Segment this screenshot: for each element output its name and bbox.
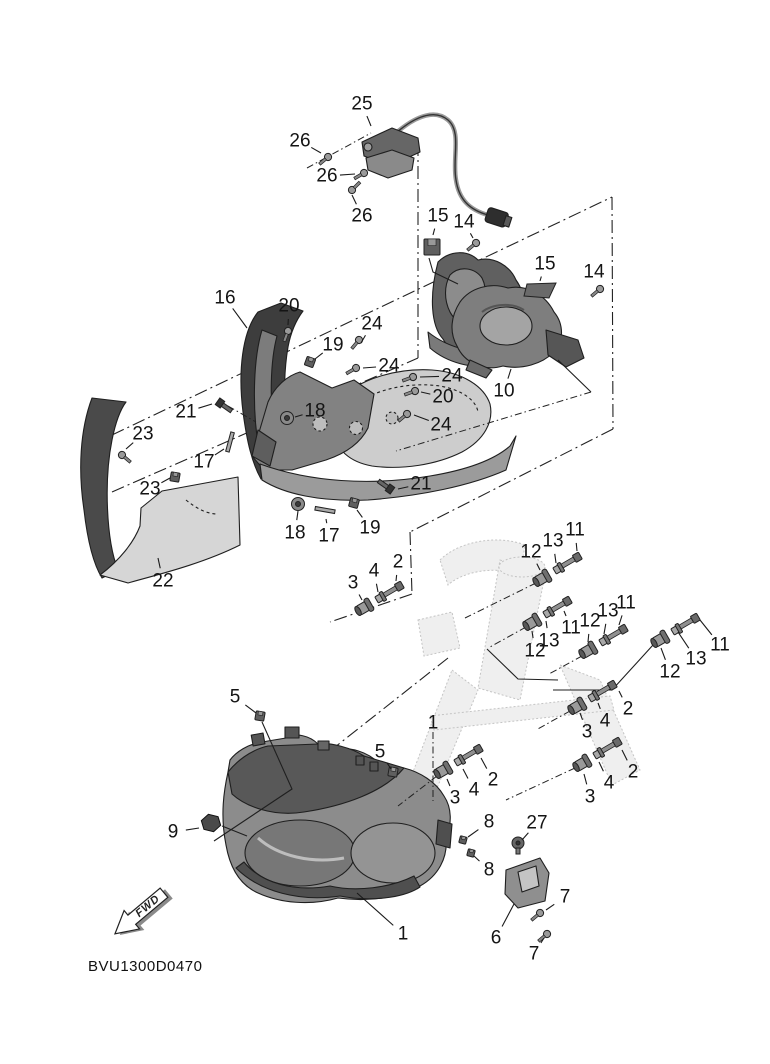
callout-8: 8 xyxy=(483,811,495,833)
callout-2: 2 xyxy=(627,761,639,783)
part-6-bracket xyxy=(505,858,549,908)
part-1-tab xyxy=(251,733,265,746)
part-15-pad xyxy=(524,283,556,298)
callout-18: 18 xyxy=(284,522,306,544)
part-19-clip xyxy=(304,356,316,368)
callout-leader-12 xyxy=(661,648,665,660)
part-11-bolt xyxy=(678,613,700,630)
callout-leader-4 xyxy=(376,584,378,592)
section-frame-lines xyxy=(112,143,613,788)
part-24-screw xyxy=(349,335,364,351)
part-26-screw xyxy=(353,168,369,182)
part-1-lens-housing-right xyxy=(351,823,435,883)
part-1-post xyxy=(356,756,364,765)
callout-12: 12 xyxy=(659,661,681,683)
stay-hole xyxy=(350,422,363,435)
part-9-cap xyxy=(201,814,220,831)
part-10-headlight-unit xyxy=(452,286,584,378)
callout-leader-4 xyxy=(463,769,468,778)
callout-19: 19 xyxy=(359,517,381,539)
callout-leader-11 xyxy=(700,620,712,635)
callout-20: 20 xyxy=(432,386,454,408)
callout-12: 12 xyxy=(579,610,601,632)
callout-leader-21 xyxy=(198,404,212,408)
callout-1: 1 xyxy=(427,712,439,734)
part-15-clip xyxy=(424,239,440,255)
part-1-side-bracket xyxy=(436,820,452,848)
callout-leader-8 xyxy=(474,856,479,861)
part-7-screw xyxy=(536,929,552,944)
callout-11: 11 xyxy=(616,592,636,614)
callout-22: 22 xyxy=(152,570,174,592)
callout-24: 24 xyxy=(430,414,452,436)
part-24-screw xyxy=(345,363,361,377)
callout-25: 25 xyxy=(351,93,373,115)
callout-leader-2 xyxy=(396,575,397,581)
fwd-arrow xyxy=(107,882,176,947)
callout-10: 10 xyxy=(493,380,515,402)
callout-12: 12 xyxy=(520,541,542,563)
callout-4: 4 xyxy=(368,560,380,582)
callout-19: 19 xyxy=(322,334,344,356)
callout-21: 21 xyxy=(175,401,197,423)
part-11-bolt xyxy=(550,596,572,613)
part-5-clip xyxy=(255,711,265,721)
callout-leader-13 xyxy=(678,632,689,648)
callout-5: 5 xyxy=(374,741,386,763)
callout-7: 7 xyxy=(559,886,571,908)
callout-leader-16 xyxy=(233,308,247,328)
callout-23: 23 xyxy=(139,478,161,500)
part-10-bracket xyxy=(546,330,584,367)
callout-13: 13 xyxy=(597,600,619,622)
callout-leader-3 xyxy=(584,774,587,784)
callout-13: 13 xyxy=(685,648,707,670)
callout-26: 26 xyxy=(316,165,338,187)
ghost-chassis xyxy=(408,540,640,800)
callout-4: 4 xyxy=(468,779,480,801)
part-18-grommet xyxy=(281,412,294,425)
callout-26: 26 xyxy=(351,205,373,227)
callout-leader-13 xyxy=(546,621,547,628)
axis-line xyxy=(506,768,575,800)
callout-11: 11 xyxy=(565,519,585,541)
callout-4: 4 xyxy=(603,772,615,794)
part-8-nut xyxy=(459,836,468,845)
callout-leader-27 xyxy=(522,833,528,840)
callout-11: 11 xyxy=(710,634,730,656)
callout-leader-26 xyxy=(340,174,355,175)
stay-hole xyxy=(386,412,398,424)
part-18-grommet xyxy=(292,498,305,511)
callout-11: 11 xyxy=(561,617,581,639)
part-11-bolt xyxy=(606,624,628,641)
callout-leader-17 xyxy=(215,449,224,455)
callout-leader-2 xyxy=(619,691,622,697)
callout-13: 13 xyxy=(542,530,564,552)
callout-12: 12 xyxy=(524,640,546,662)
part-7-screw xyxy=(529,908,545,923)
part-17-pin xyxy=(315,506,335,513)
callout-2: 2 xyxy=(487,769,499,791)
callout-17: 17 xyxy=(318,525,340,547)
callout-9: 9 xyxy=(167,821,179,843)
part-1-tab xyxy=(318,741,329,750)
front-stay-assembly xyxy=(252,370,516,501)
callout-leader-10 xyxy=(508,369,511,379)
callout-2: 2 xyxy=(622,698,634,720)
callout-17: 17 xyxy=(193,451,215,473)
callout-13: 13 xyxy=(538,630,560,652)
part-1-tab xyxy=(285,727,299,738)
callout-leader-15 xyxy=(540,276,541,281)
callout-leader-13 xyxy=(604,624,606,634)
callout-14: 14 xyxy=(583,261,605,283)
callout-3: 3 xyxy=(449,787,461,809)
callout-leader-14 xyxy=(470,233,473,238)
callout-leader-8 xyxy=(468,830,478,837)
part-14-screw xyxy=(589,284,605,299)
callout-21: 21 xyxy=(410,473,432,495)
callout-leader-25 xyxy=(367,116,371,126)
callout-5: 5 xyxy=(229,686,241,708)
callout-leader-3 xyxy=(447,779,450,786)
callout-2: 2 xyxy=(392,551,404,573)
part-22-windscreen-panel xyxy=(100,477,240,583)
part-10-lens xyxy=(480,307,532,345)
callout-leader-24 xyxy=(363,367,376,368)
fwd-arrow-label: FWD xyxy=(133,892,163,920)
callout-20: 20 xyxy=(278,295,300,317)
callout-24: 24 xyxy=(361,313,383,335)
harness-connector xyxy=(484,207,512,229)
callout-24: 24 xyxy=(378,355,400,377)
callout-8: 8 xyxy=(483,859,495,881)
callout-7: 7 xyxy=(528,943,540,965)
part-1-headlight-body xyxy=(223,727,452,903)
callout-18: 18 xyxy=(304,400,326,422)
callout-leader-15 xyxy=(433,229,435,235)
callout-leader-23 xyxy=(161,478,170,483)
callout-leader-13 xyxy=(555,554,556,563)
part-25-knob xyxy=(364,143,372,151)
frame-line xyxy=(410,532,412,594)
part-14-screw xyxy=(465,238,481,253)
ghost-lug xyxy=(418,612,460,656)
callout-3: 3 xyxy=(581,721,593,743)
callout-26: 26 xyxy=(289,130,311,152)
callout-24: 24 xyxy=(441,365,463,387)
bracket-leader xyxy=(558,360,591,392)
part-3-damper xyxy=(352,597,374,618)
part-1-lens-housing-left xyxy=(245,820,355,886)
callout-leader-7 xyxy=(546,904,554,910)
callout-3: 3 xyxy=(347,572,359,594)
callout-leader-3 xyxy=(359,594,362,600)
part-22-windscreen-edge xyxy=(81,398,126,578)
callout-leader-24 xyxy=(420,376,439,377)
callout-23: 23 xyxy=(132,423,154,445)
part-19-clip xyxy=(348,497,359,508)
callout-leader-17 xyxy=(326,519,327,523)
part-5-clip xyxy=(388,767,398,777)
frame-line xyxy=(612,197,613,429)
part-23-clip xyxy=(170,472,180,482)
callout-3: 3 xyxy=(584,786,596,808)
callout-leader-11 xyxy=(619,615,622,625)
callout-leader-19 xyxy=(357,510,362,517)
callout-leader-5 xyxy=(245,705,256,713)
callout-4: 4 xyxy=(599,710,611,732)
part-2-bolt xyxy=(382,581,404,598)
part-3-damper xyxy=(570,753,592,774)
callout-16: 16 xyxy=(214,287,236,309)
callout-leader-26 xyxy=(352,195,356,204)
callout-14: 14 xyxy=(453,211,475,233)
callout-leader-11 xyxy=(564,611,566,616)
callout-leader-18 xyxy=(297,511,298,520)
callout-leader-2 xyxy=(481,758,487,769)
part-12-damper xyxy=(576,640,598,661)
part-21-bolt xyxy=(215,398,234,414)
callout-6: 6 xyxy=(490,927,502,949)
callout-15: 15 xyxy=(427,205,449,227)
callout-leader-6 xyxy=(502,904,514,927)
part-1-post xyxy=(370,762,378,771)
callout-leader-11 xyxy=(576,543,577,551)
callout-15: 15 xyxy=(534,253,556,275)
part-23-screw xyxy=(117,450,133,465)
part-26-screw xyxy=(347,180,362,195)
callout-leader-26 xyxy=(311,147,321,153)
callout-27: 27 xyxy=(526,812,548,834)
part-12-damper xyxy=(648,629,670,650)
part-25-bracket-unit xyxy=(362,128,420,178)
part-11-bolt xyxy=(560,552,582,569)
callout-1: 1 xyxy=(397,923,409,945)
figure-code: BVU1300D0470 xyxy=(88,958,203,975)
part-2-bolt xyxy=(461,744,483,761)
callout-leader-12 xyxy=(588,634,589,642)
callout-leader-9 xyxy=(186,828,199,830)
